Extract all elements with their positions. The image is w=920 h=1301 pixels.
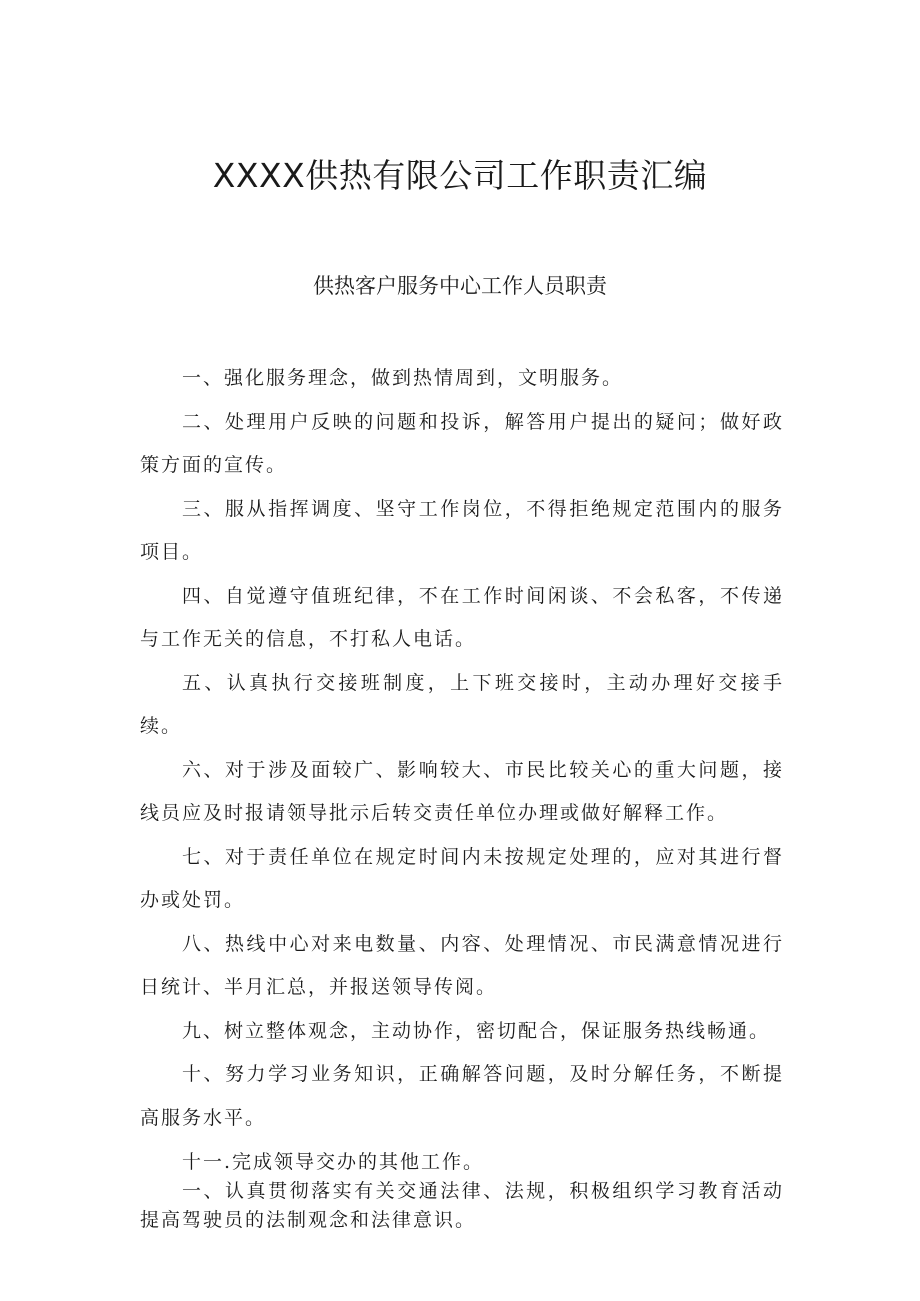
duty-paragraph: 二、处理用户反映的问题和投诉，解答用户提出的疑问；做好政策方面的宣传。 — [140, 410, 784, 476]
duty-paragraph: 一、强化服务理念，做到热情周到，文明服务。 — [182, 367, 624, 389]
duty-paragraph: 四、自觉遵守值班纪律，不在工作时间闲谈、不会私客，不传递与工作无关的信息，不打私人电话。 — [140, 584, 784, 650]
duty-paragraph: 十、努力学习业务知识，正确解答问题，及时分解任务，不断提高服务水平。 — [140, 1063, 784, 1129]
document-title: XXXX供热有限公司工作职责汇编 — [212, 156, 708, 195]
closing-paragraph: 一、认真贯彻落实有关交通法律、法规，积极组织学习教育活动提高驾驶员的法制观念和法律意识。 — [140, 1180, 784, 1231]
duty-paragraph: 七、对于责任单位在规定时间内未按规定处理的，应对其进行督办或处罚。 — [140, 845, 784, 911]
closing-paragraph: 十一.完成领导交办的其他工作。 — [182, 1151, 485, 1173]
duty-paragraph: 六、对于涉及面较广、影响较大、市民比较关心的重大问题，接线员应及时报请领导批示后转交责任单位办理或做好解释工作。 — [140, 758, 784, 824]
document-body — [140, 357, 784, 1235]
section-title: 供热客户服务中心工作人员职责 — [313, 274, 607, 298]
duty-paragraph: 九、树立整体观念，主动协作，密切配合，保证服务热线畅通。 — [182, 1019, 771, 1042]
duty-paragraph: 三、服从指挥调度、坚守工作岗位，不得拒绝规定范围内的服务项目。 — [140, 497, 784, 563]
duty-paragraph: 八、热线中心对来电数量、内容、处理情况、市民满意情况进行日统计、半月汇总，并报送领导传阅。 — [140, 932, 784, 998]
duty-paragraph: 五、认真执行交接班制度，上下班交接时，主动办理好交接手续。 — [140, 671, 784, 737]
